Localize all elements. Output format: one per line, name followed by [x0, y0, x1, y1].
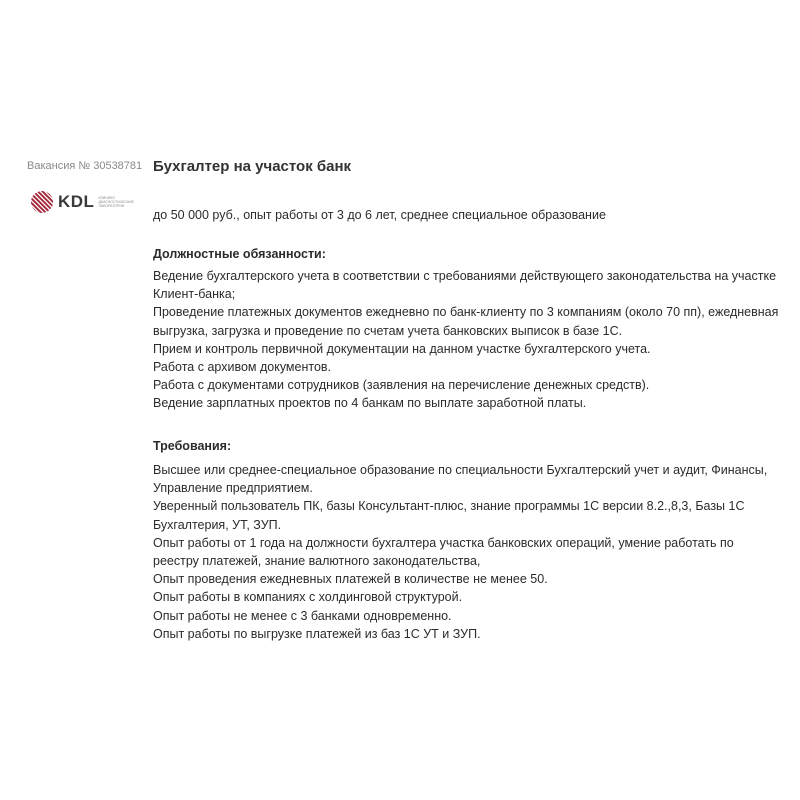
- list-item: Опыт работы по выгрузке платежей из баз 1С УТ и ЗУП.: [153, 626, 481, 641]
- vacancy-number: Вакансия № 30538781: [27, 160, 143, 172]
- company-logo[interactable]: [30, 188, 142, 216]
- logo-tagline: КЛИНИКО ДИАГНОСТИЧЕСКИЕ ЛАБОРАТОРИИ: [98, 196, 134, 208]
- list-item: Опыт работы в компаниях с холдинговой структурой.: [153, 590, 463, 605]
- list-item: Ведение бухгалтерского учета в соответствии с требованиями действующего законодательства на участке Клиент-банка;: [153, 269, 777, 302]
- job-title[interactable]: Бухгалтер на участок банк: [153, 158, 352, 175]
- list-item: Опыт работы не менее с 3 банками одновременно.: [153, 608, 452, 623]
- duties-list: [153, 267, 783, 413]
- list-item: Работа с архивом документов.: [153, 360, 332, 375]
- list-item: Уверенный пользователь ПК, базы Консультант-плюс, знание программы 1С версии 8.2.,8,3, Базы 1С Бухгалтерия, УТ, ЗУП.: [153, 499, 745, 532]
- kdl-striped-circle-icon: [30, 190, 54, 214]
- list-item: Высшее или среднее-специальное образование по специальности Бухгалтерский учет и аудит, Финансы, Управление предприятием.: [153, 463, 768, 496]
- list-item: Ведение зарплатных проектов по 4 банкам по выплате заработной платы.: [153, 396, 587, 411]
- logo-text: KDL: [58, 192, 95, 211]
- vacancy-content: [153, 157, 783, 641]
- list-item: Проведение платежных документов ежедневно по банк-клиенту по 3 компаниям (около 70 пп), ежедневная выгрузка, загрузка и проведение по счетам учета банковских выписок в базе 1С.: [153, 305, 779, 338]
- requirements-list: [153, 461, 783, 643]
- list-item: Работа с документами сотрудников (заявления на перечисление денежных средств).: [153, 378, 650, 393]
- list-item: Прием и контроль первичной документации на данном участке бухгалтерского учета.: [153, 341, 651, 356]
- duties-heading: Должностные обязанности:: [153, 247, 326, 261]
- requirements-heading: Требования:: [153, 439, 232, 453]
- list-item: Опыт проведения ежедневных платежей в количестве не менее 50.: [153, 572, 548, 587]
- job-summary: до 50 000 руб., опыт работы от 3 до 6 лет, среднее специальное образование: [153, 208, 606, 222]
- list-item: Опыт работы от 1 года на должности бухгалтера участка банковских операций, умение работать по реестру платежей, знание валютного законодательства,: [153, 535, 734, 569]
